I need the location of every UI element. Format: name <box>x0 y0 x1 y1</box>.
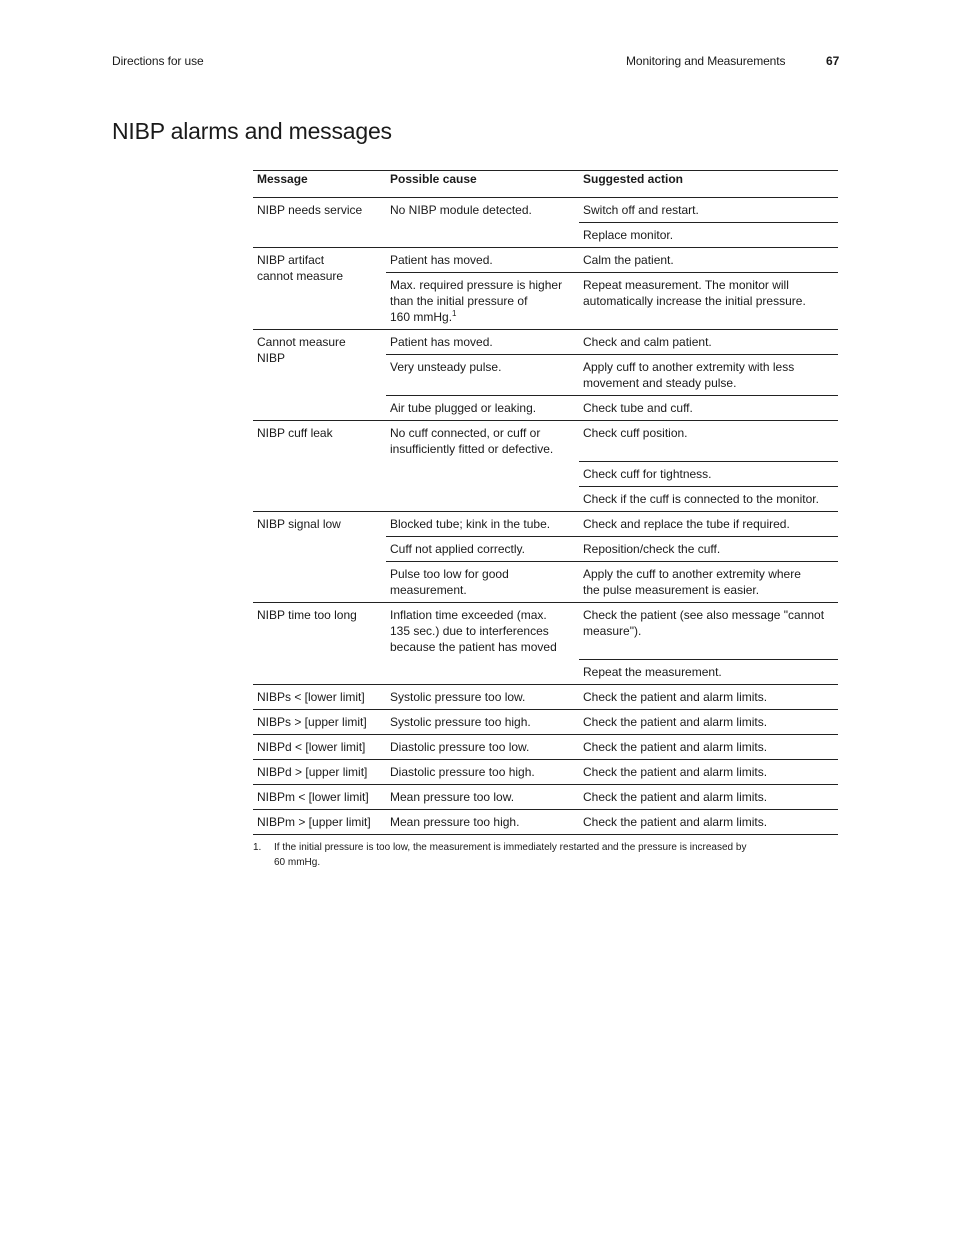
table-row-group <box>253 248 838 330</box>
cause-cell <box>386 354 579 395</box>
cause-cell <box>386 760 579 784</box>
table-row-group <box>253 685 838 710</box>
cause-text: Patient has moved. <box>390 253 493 267</box>
message-cell: NIBP needs service <box>257 203 363 217</box>
action-cell: Check the patient and alarm limits. <box>583 815 768 829</box>
footnote-text: If the initial pressure is too low, the measurement is immediately restarted and the pressure is increased by 60 mmHg. <box>274 842 747 868</box>
cause-cell <box>386 222 579 247</box>
table-row-group <box>253 198 838 248</box>
table-row-group <box>253 421 838 512</box>
cause-cell <box>386 198 579 222</box>
table-row <box>386 536 838 561</box>
cause-cell <box>386 561 579 602</box>
table-row <box>386 198 838 222</box>
message-cell: NIBP time too long <box>257 608 357 622</box>
cause-cell <box>386 461 579 486</box>
table-row <box>386 354 838 395</box>
cause-cell <box>386 512 579 536</box>
cause-text: Very unsteady pulse. <box>390 360 502 374</box>
cause-cell <box>386 785 579 809</box>
footnote-number: 1. <box>253 842 262 853</box>
cause-text: No cuff connected, or cuff or insufficiently fitted or defective. <box>390 426 554 456</box>
action-cell: Check the patient and alarm limits. <box>583 690 768 704</box>
cause-cell <box>386 659 579 684</box>
message-cell: NIBPd < [lower limit] <box>257 740 366 754</box>
cause-text: Systolic pressure too low. <box>390 690 526 704</box>
cause-cell <box>386 735 579 759</box>
cause-text: Air tube plugged or leaking. <box>390 401 537 415</box>
table-row <box>386 248 838 272</box>
table-body <box>253 198 838 835</box>
table-row-group <box>253 603 838 685</box>
table-row-group <box>253 760 838 785</box>
action-cell: Check the patient (see also message "cannot measure"). <box>583 608 825 638</box>
cause-cell <box>386 421 579 461</box>
action-cell: Check the patient and alarm limits. <box>583 790 768 804</box>
cause-text: Cuff not applied correctly. <box>390 542 525 556</box>
message-cell: NIBP signal low <box>257 517 341 531</box>
column-header-action: Suggested action <box>583 172 684 186</box>
message-cell: NIBP artifact cannot measure <box>257 253 344 283</box>
cause-text: Inflation time exceeded (max. 135 sec.) due to interferences because the patient has moved <box>390 608 557 654</box>
table-row <box>386 785 838 809</box>
table-header-row <box>253 170 838 198</box>
message-cell: NIBPm > [upper limit] <box>257 815 371 829</box>
alarm-messages-table <box>253 170 838 835</box>
table-row <box>386 710 838 734</box>
message-cell: NIBP cuff leak <box>257 426 333 440</box>
table-row-group <box>253 330 838 421</box>
message-cell: NIBPm < [lower limit] <box>257 790 369 804</box>
table-row <box>386 395 838 420</box>
table-row <box>386 810 838 834</box>
table-row <box>386 659 838 684</box>
message-cell: NIBPd > [upper limit] <box>257 765 368 779</box>
cause-text: Diastolic pressure too low. <box>390 740 530 754</box>
action-cell: Repeat the measurement. <box>579 659 838 684</box>
column-header-cause: Possible cause <box>390 172 477 186</box>
action-cell: Switch off and restart. <box>583 203 699 217</box>
cause-text: No NIBP module detected. <box>390 203 532 217</box>
table-row <box>386 421 838 461</box>
cause-cell <box>386 710 579 734</box>
action-cell: Check the patient and alarm limits. <box>583 715 768 729</box>
cause-cell <box>386 685 579 709</box>
table-row <box>386 272 838 329</box>
cause-cell <box>386 810 579 834</box>
table-row <box>386 735 838 759</box>
action-cell: Reposition/check the cuff. <box>579 536 838 561</box>
table-row <box>386 222 838 247</box>
cause-cell <box>386 536 579 561</box>
cause-cell <box>386 330 579 354</box>
footnote <box>253 840 823 870</box>
action-cell: Apply the cuff to another extremity where the pulse measurement is easier. <box>579 561 838 602</box>
table-row <box>386 603 838 659</box>
table-row <box>386 461 838 486</box>
table-row <box>386 486 838 511</box>
action-cell: Check cuff position. <box>583 426 688 440</box>
table-row <box>386 685 838 709</box>
cause-text: Blocked tube; kink in the tube. <box>390 517 551 531</box>
action-cell: Check and replace the tube if required. <box>583 517 790 531</box>
cause-cell <box>386 486 579 511</box>
action-cell: Repeat measurement. The monitor will automatically increase the initial pressure. <box>579 272 838 329</box>
message-cell: NIBPs > [upper limit] <box>257 715 367 729</box>
cause-text: Diastolic pressure too high. <box>390 765 535 779</box>
cause-cell <box>386 603 579 659</box>
action-cell: Check cuff for tightness. <box>579 461 838 486</box>
cause-text: Mean pressure too low. <box>390 790 515 804</box>
cause-text: Mean pressure too high. <box>390 815 520 829</box>
table-row <box>386 512 838 536</box>
action-cell: Calm the patient. <box>583 253 674 267</box>
cause-cell <box>386 272 579 329</box>
cause-text: Max. required pressure is higher than the initial pressure of 160 mmHg. <box>390 278 563 324</box>
action-cell: Check if the cuff is connected to the monitor. <box>579 486 838 511</box>
page-number: 67 <box>826 54 840 68</box>
cause-cell <box>386 395 579 420</box>
footnote-reference: 1 <box>452 309 457 318</box>
page-title: NIBP alarms and messages <box>112 118 392 144</box>
action-cell: Check the patient and alarm limits. <box>583 740 768 754</box>
running-header-section: Monitoring and Measurements <box>626 54 786 68</box>
table-row <box>386 561 838 602</box>
message-cell: NIBPs < [lower limit] <box>257 690 365 704</box>
column-header-message: Message <box>257 172 308 186</box>
table-row <box>386 330 838 354</box>
table-row-group <box>253 785 838 810</box>
cause-text: Systolic pressure too high. <box>390 715 531 729</box>
cause-text: Patient has moved. <box>390 335 493 349</box>
table-row-group <box>253 512 838 603</box>
table-row-group <box>253 810 838 835</box>
table-row <box>386 760 838 784</box>
running-header-left: Directions for use <box>112 54 204 68</box>
action-cell: Check and calm patient. <box>583 335 712 349</box>
action-cell: Replace monitor. <box>579 222 838 247</box>
table-row-group <box>253 710 838 735</box>
table-row-group <box>253 735 838 760</box>
action-cell: Apply cuff to another extremity with less movement and steady pulse. <box>579 354 838 395</box>
message-cell: Cannot measure NIBP <box>257 335 346 365</box>
cause-cell <box>386 248 579 272</box>
action-cell: Check tube and cuff. <box>579 395 838 420</box>
action-cell: Check the patient and alarm limits. <box>583 765 768 779</box>
cause-text: Pulse too low for good measurement. <box>390 567 509 597</box>
